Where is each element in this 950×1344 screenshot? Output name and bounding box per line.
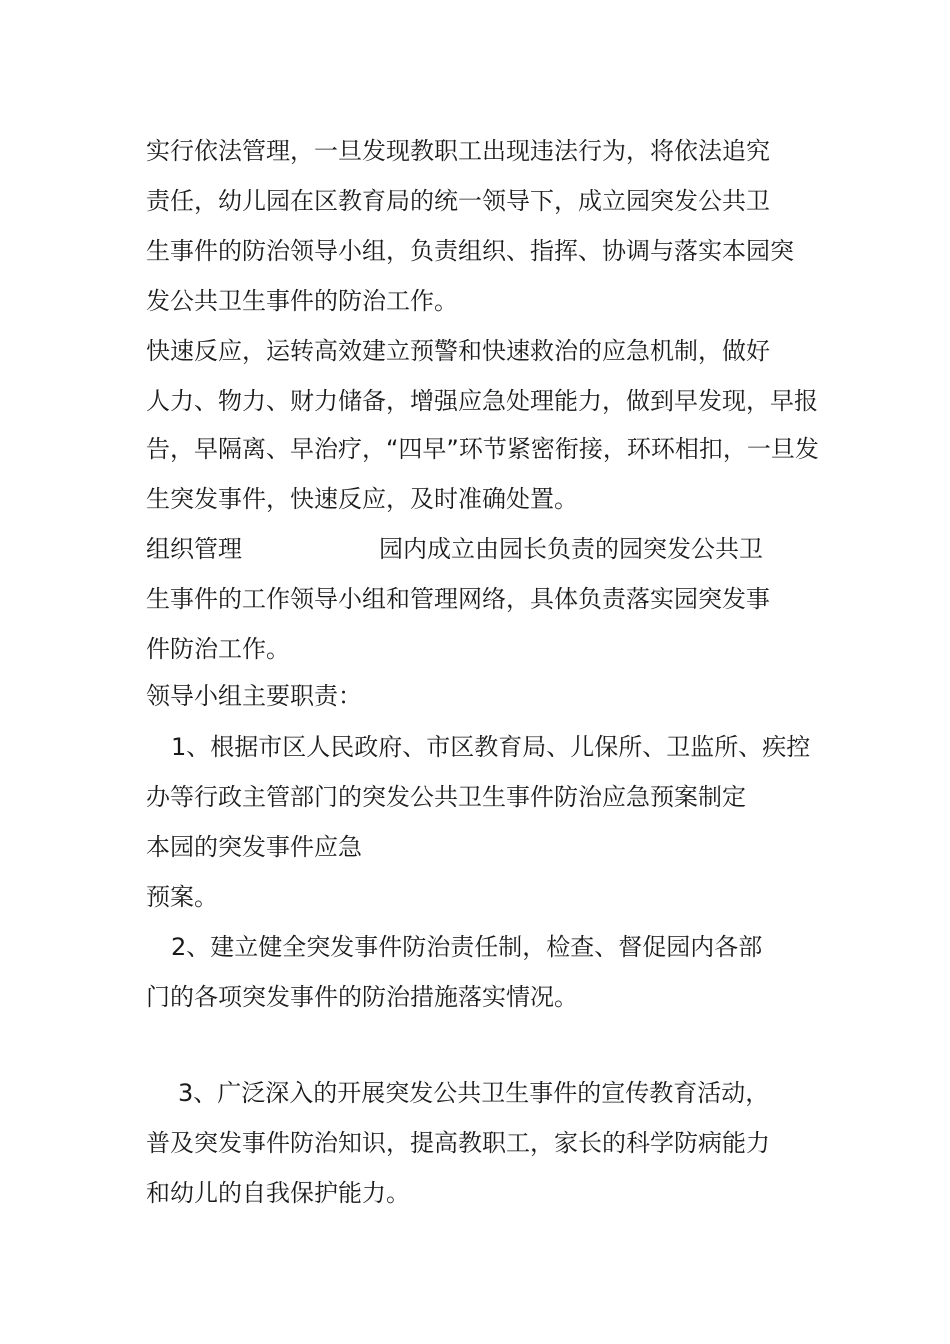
text-line: 办等行政主管部门的突发公共卫生事件防治应急预案制定: [146, 783, 746, 811]
text-line: 生事件的防治领导小组，负责组织、指挥、协调与落实本园突: [146, 237, 794, 265]
text-line: 生事件的工作领导小组和管理网络，具体负责落实园突发事: [146, 585, 770, 613]
list-item: 2、建立健全突发事件防治责任制，检查、督促园内各部: [171, 933, 763, 961]
list-item: 1、根据市区人民政府、市区教育局、儿保所、卫监所、疾控: [171, 733, 811, 761]
text-line: 告，早隔离、早治疗，“四早”环节紧密衔接，环环相扣，一旦发: [146, 435, 819, 463]
text-line: 和幼儿的自我保护能力。: [146, 1179, 410, 1207]
text-line: 快速反应，运转高效建立预警和快速救治的应急机制，做好: [146, 337, 770, 365]
text-line: 普及突发事件防治知识，提高教职工，家长的科学防病能力: [146, 1129, 770, 1157]
text-line: 本园的突发事件应急: [146, 833, 362, 861]
text-line: 园内成立由园长负责的园突发公共卫: [379, 535, 763, 563]
text-line: 生突发事件，快速反应，及时准确处置。: [146, 485, 578, 513]
text-line: 门的各项突发事件的防治措施落实情况。: [146, 983, 578, 1011]
section-heading: 组织管理: [146, 535, 242, 563]
text-line: 人力、物力、财力储备，增强应急处理能力，做到早发现，早报: [146, 387, 818, 415]
text-line: 发公共卫生事件的防治工作。: [146, 287, 458, 315]
text-line: 件防治工作。: [146, 635, 290, 663]
text-line: 实行依法管理，一旦发现教职工出现违法行为，将依法追究: [146, 137, 770, 165]
section-heading: 领导小组主要职责：: [146, 682, 362, 710]
text-line: 责任，幼儿园在区教育局的统一领导下，成立园突发公共卫: [146, 187, 770, 215]
text-line: 预案。: [146, 883, 218, 911]
list-item: 3、广泛深入的开展突发公共卫生事件的宣传教育活动，: [178, 1079, 770, 1107]
